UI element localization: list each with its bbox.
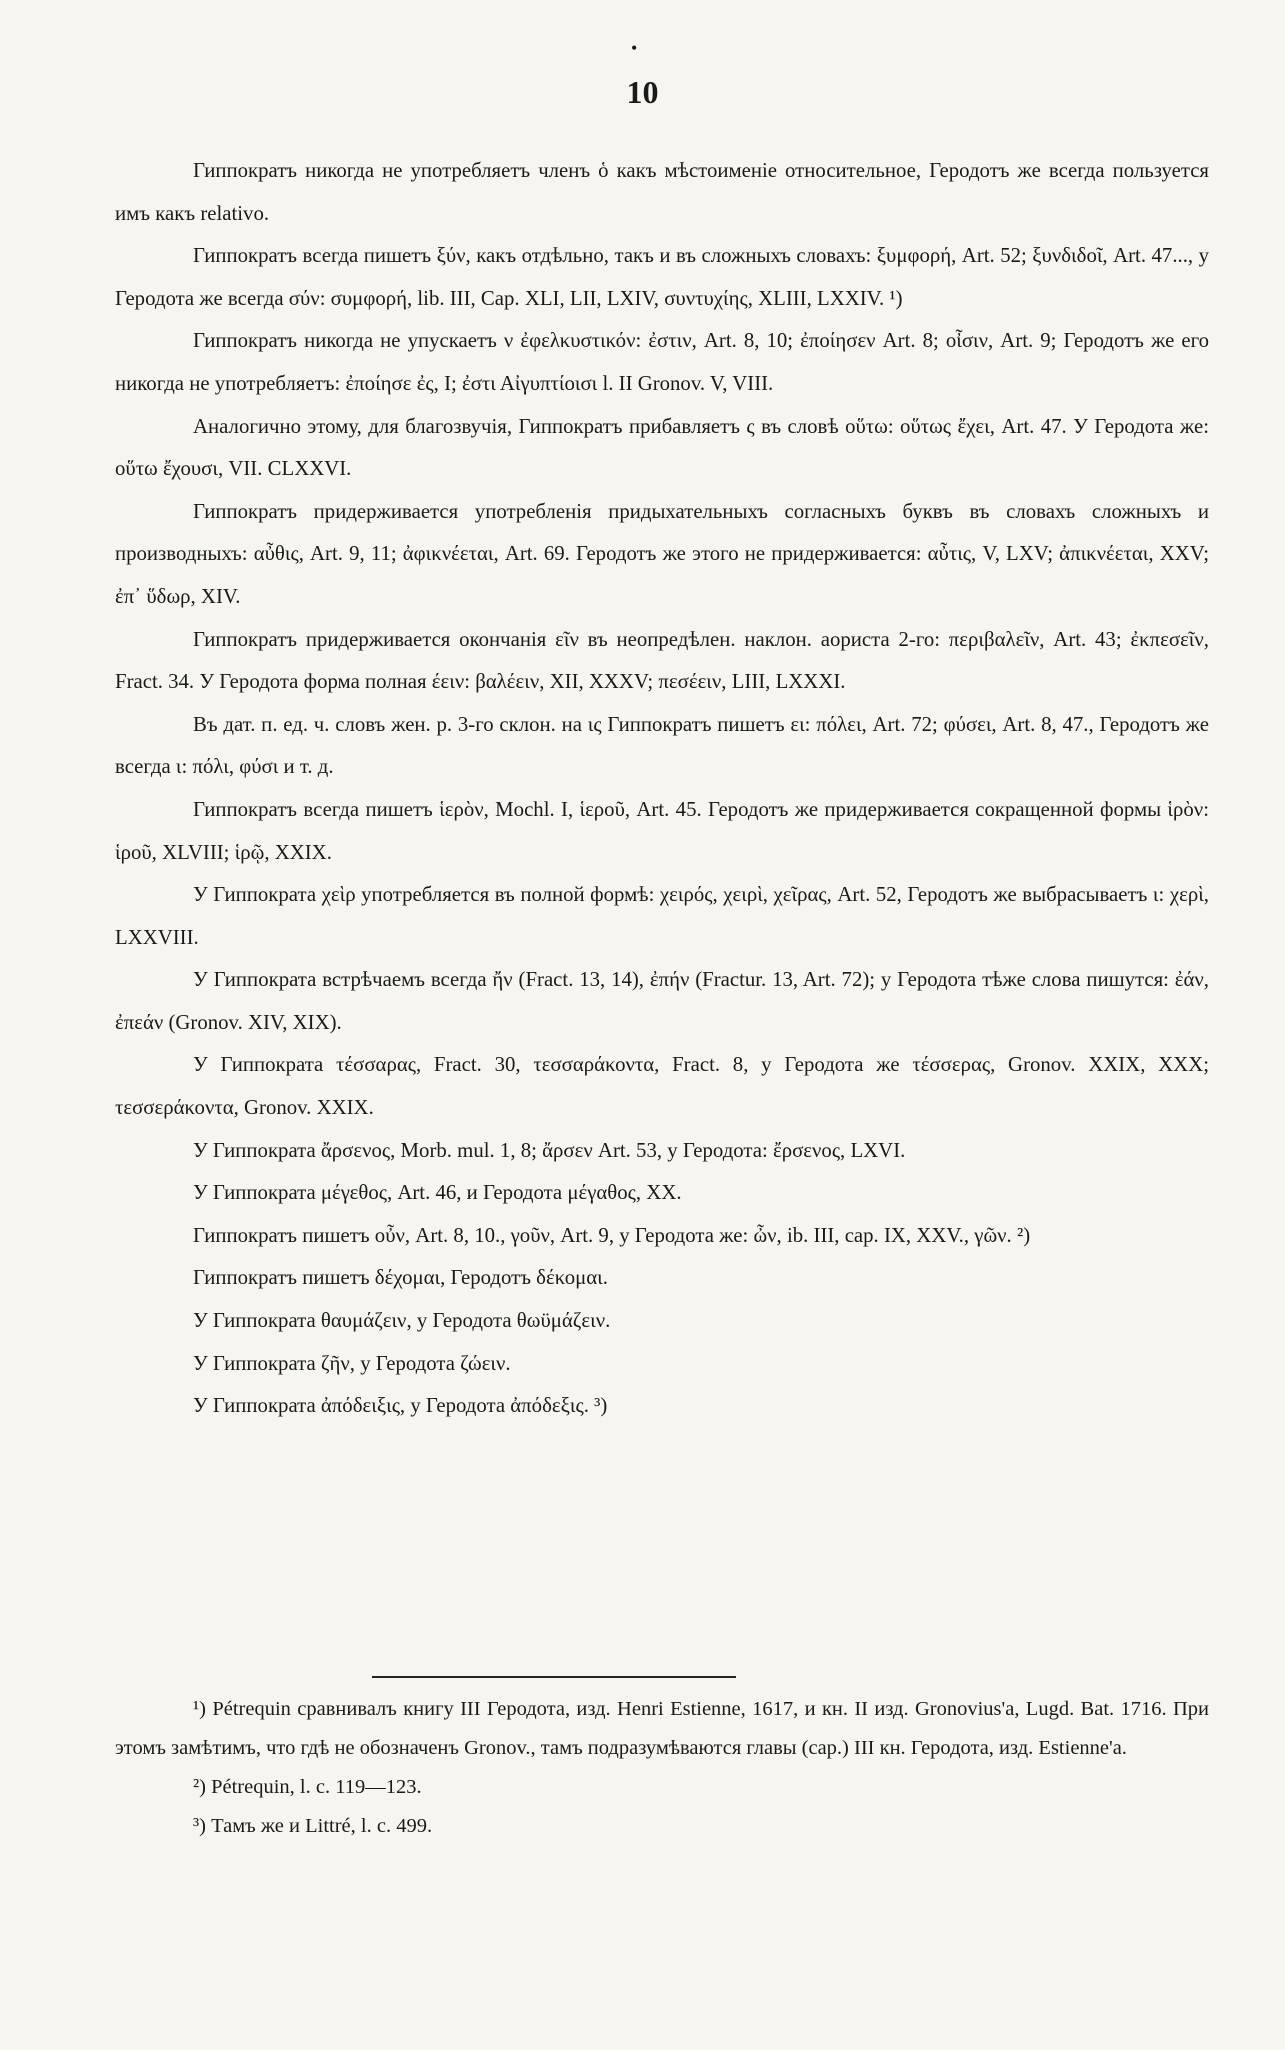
paragraph: Гиппократъ никогда не употребляетъ членъ ὁ какъ мѣстоименіе относительное, Геродотъ же всегда пользуется имъ какъ relativo. — [115, 159, 1209, 225]
paragraph: У Гиппократа μέγεθος, Art. 46, и Геродота μέγαθος, XX. — [193, 1181, 682, 1205]
paragraph: Аналогично этому, для благозвучія, Гиппократъ прибавляетъ ς въ словѣ οὕτω: οὕτως ἔχει, Art. 47. У Геродота же: οὕτω ἔχουσι, VII. CLXXVI. — [115, 414, 1209, 481]
footnote: ¹) Pétrequin сравнивалъ книгу III Геродота, изд. Henri Estienne, 1617, и кн. II изд. Gronovius'а, Lugd. Bat. 1716. При этомъ замѣтимъ, что гдѣ не обозначенъ Gronov., тамъ подразумѣваются главы (cap.) III кн. Геродота, изд. Estienne'а. — [115, 1698, 1209, 1759]
page-number: 10 — [626, 74, 659, 110]
paragraph: У Гиппократа χεὶρ употребляется въ полной формѣ: χειρός, χειρὶ, χεῖρας, Art. 52, Геродотъ же выбрасываетъ ι: χερὶ, LXXVIII. — [115, 883, 1209, 949]
paragraph: Гиппократъ придерживается употребленія придыхательныхъ согласныхъ буквъ въ словахъ сложныхъ и производныхъ: αὖθις, Art. 9, 11; ἀφικνέεται, Art. 69. Геродотъ же этого не придерживается: αὖτις, V, LXV; ἀπικνέεται, XXV; ἐπ᾽ ὕδωρ, XIV. — [115, 499, 1209, 608]
body-text — [115, 150, 1209, 1428]
paragraph: Гиппократъ всегда пишетъ ἱερὸν, Mochl. I, ἱεροῦ, Art. 45. Геродотъ же придерживается сокращенной формы ἱρὸν: ἱροῦ, XLVIII; ἱρῷ, XXIX. — [115, 797, 1209, 864]
paragraph: Гиппократъ пишетъ δέχομαι, Геродотъ δέκομαι. — [193, 1266, 608, 1290]
footnote-divider — [372, 1676, 736, 1678]
footnote: ³) Тамъ же и Littré, l. c. 499. — [193, 1815, 433, 1837]
paragraph: У Гиппократа ἀπόδειξις, у Геродота ἀπόδεξις. ³) — [193, 1394, 608, 1418]
paragraph: У Гиппократа встрѣчаемъ всегда ἤν (Fract. 13, 14), ἐπήν (Fractur. 13, Art. 72); у Геродота тѣже слова пишутся: ἐάν, ἐπεάν (Gronov. XIV, XIX). — [115, 968, 1209, 1034]
paragraph: Гиппократъ придерживается окончанія εῖν въ неопредѣлен. наклон. аориста 2-го: περιβαλεῖν, Art. 43; ἐκπεσεῖν, Fract. 34. У Геродота форма полная έειν: βαλέειν, XII, XXXV; πεσέειν, LIII, LXXXI. — [115, 627, 1209, 694]
paragraph: Гиппократъ никогда не упускаетъ ν ἐφελκυστικόν: ἐστιν, Art. 8, 10; ἐποίησεν Art. 8; οἶσιν, Art. 9; Геродотъ же его никогда не употребляетъ: ἐποίησε ἐς, I; ἐστι Αἰγυπτίοισι l. II Gronov. V, VIII. — [115, 329, 1209, 395]
footnotes — [115, 1690, 1209, 1846]
paragraph: У Гиппократа τέσσαρας, Fract. 30, τεσσαράκοντα, Fract. 8, у Геродота же τέσσερας, Gronov. XXIX, XXX; τεσσεράκοντα, Gronov. XXIX. — [115, 1053, 1209, 1120]
paragraph: У Гиппократа ζῆν, у Геродота ζώειν. — [193, 1351, 511, 1375]
paragraph: Гиппократъ всегда пишетъ ξύν, какъ отдѣльно, такъ и въ сложныхъ словахъ: ξυμφορή, Art. 52; ξυνδιδοῖ, Art. 47..., у Геродота же всегда σύν: συμφορή, lib. III, Cap. XLI, LII, LXIV, συντυχίης, XLIII, LXXIV. ¹) — [115, 244, 1209, 310]
paragraph: Гиппократъ пишетъ οὖν, Art. 8, 10., γοῦν, Art. 9, у Геродота же: ὦν, ib. III, cap. IX, XXV., γῶν. ²) — [193, 1223, 1031, 1247]
paragraph: У Гиппократа ἄρσενος, Morb. mul. 1, 8; ἄρσεν Art. 53, у Геродота: ἔρσενος, LXVI. — [193, 1138, 906, 1162]
footnote: ²) Pétrequin, l. c. 119—123. — [193, 1776, 422, 1798]
paragraph: Въ дат. п. ед. ч. словъ жен. р. 3-го склон. на ις Гиппократъ пишетъ ει: πόλει, Art. 72; φύσει, Art. 8, 47., Геродотъ же всегда ι: πόλι, φύσι и т. д. — [115, 712, 1209, 779]
paragraph: У Гиппократа θαυμάζειν, у Геродота θωϋμάζειν. — [193, 1309, 611, 1333]
print-mark: • — [631, 38, 638, 58]
